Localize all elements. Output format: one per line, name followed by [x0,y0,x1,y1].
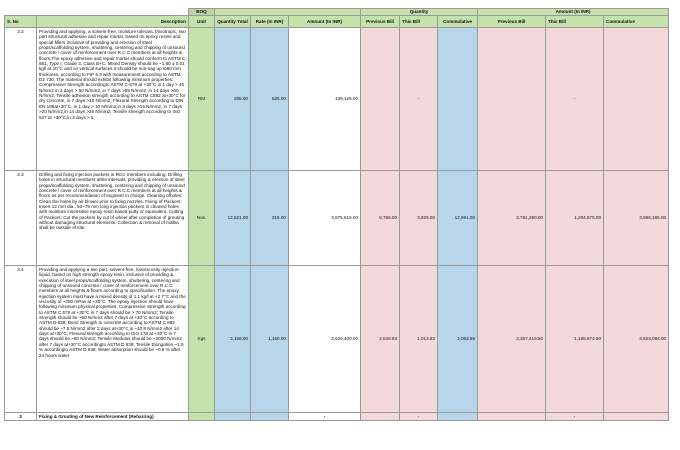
sno-cell: 2.3 [5,171,37,266]
qty-this-bill-header: This Bill [400,16,438,28]
boq-header: BOQ [189,9,215,16]
amt-this-bill-header: This Bill [546,16,604,28]
qty-previous-bill-cell: 8,766.00 [361,171,400,266]
unit-cell: Nos. [189,171,215,266]
amount-header: Amount (In INR) [289,16,361,28]
amount-group-header: Amount (In INR) [478,9,669,16]
table-row [5,28,669,171]
amt-cumulative-cell: 3,966,165.00 [604,171,669,266]
unit-cell: RM [189,28,215,171]
qty-this-bill-cell: - [400,28,438,171]
quantity-total-header: Quantity Total [215,16,251,28]
amount-cell: - [289,413,361,421]
quantity-group-header: Quantity [361,9,478,16]
quantity-total-cell: 265.00 [215,28,251,171]
qty-cumulative-cell [438,413,478,421]
description-cell: Providing and applying, a solvent-free, moisture tolerant, thixotropic, two part structural adhesive and repair mortar, based on epoxy resins and special fillers inclusive of providing and erection of steel props/scaffolding system, shuttering, centering and chipping of unsound concrete / cover of reinforcement over R.C.C members at all heights & floors.The epoxy adhesive and repair mortar should conform to ASTM C 881, Type I, Grade 3, Class B+C. Mixed Density should be ~1.80 ± 0.01 kg/l at 30°C and on vertical surfaces it should be non-sag up to60 mm thickness, according to FIP 5.3 with measurement according to ASTM D2 730. The material should exhibit following minimum properties: Compressive Strength accordingto ASTM C-579 at +30°C in 1 day > 45 N/mm2 in 3 days > 50 N/mm2, in 7 days >55 N/mm2, in 14 days >60 N/mm2; Tensile adhesion strength according to ASTM C882 at+30°C for dry concrete, in 7 days >10 N/mm2; Flexural Strength according to DIN EN 196at+30°C, in 1 day > 10 N/mm2,in 3 days >15 N/mm2, in 7 days >20 N/mm2,in 14 days >25 N/mm2; Tensile strength according to ISO 527 at +30°C,in 3 days > 5 [37,28,189,171]
qty-this-bill-cell: 3,825.00 [400,171,438,266]
description-header: Description [37,16,189,28]
qty-previous-bill-cell: 2,049.93 [361,266,400,413]
boq-header-fill [215,9,361,16]
quantity-total-cell: 12,621.00 [215,171,251,266]
amount-cell: 3,975,615.00 [289,171,361,266]
header-blank [5,9,189,16]
amt-cumulative-cell: 3,523,094.00 [604,266,669,413]
sno-cell: 2.4 [5,266,37,413]
qty-this-bill-cell: - [400,413,438,421]
description-cell: Drilling and fixing injection packers in RCC members including, Drilling holes in structural members atthe intervals, providing & erection of steel props/scaffolding system, shuttering, centering and chipping of unsound concrete / cover of reinforcement over R.C.C members at all heights & floors as per recommendation of engineer in charge. Cleaning ofholes: Clean the holes by air blower prior to fixing nozzles. Fixing of Packers: Insert 12 mm dia., 50~75 mm long injection packers in cleaned holes with moisture insensitive epoxy resin based putty or equivalent. Cutting of Packers: Cut the packers by cut of wheel after completion of grouting without damaging structural elements. Collection & removal of malba shall be outside of site. [37,171,189,266]
header-group-row [5,9,669,16]
table-row [5,413,669,421]
amt-this-bill-cell: 1,165,674.50 [546,266,604,413]
amt-previous-bill-cell: 2,357,419.50 [478,266,546,413]
qty-cumulative-header: Commulative [438,16,478,28]
amt-cumulative-cell [604,28,669,171]
qty-cumulative-cell: 12,591.00 [438,171,478,266]
rate-cell: 525.00 [251,28,289,171]
rate-header: Rate (In INR) [251,16,289,28]
qty-this-bill-cell: 1,013.63 [400,266,438,413]
amt-cumulative-cell [604,413,669,421]
amt-this-bill-cell: - [546,28,604,171]
amount-cell: 3,629,400.00 [289,266,361,413]
table-row [5,266,669,413]
rate-cell: 1,150.00 [251,266,289,413]
amt-previous-bill-cell [478,413,546,421]
table-row [5,171,669,266]
description-cell: Providing and applying a two part, solvent-free, lowviscosity injection-liquid, based on high strength epoxy resin, inclusive of providing & execution of steel props/scaffolding system, shuttering, centering and chipping of unsound concrete / cover of reinforcement over R.C.C members at all heights & floors according to specification. The epoxy injection system must have a mixed density of 1.1 kg/l at +2 7°C and the viscosity of ~250 mPas at +30°C. The epoxy injection should have following minimum physical properties: Compressive Strength according to ASTM C 579 at +30°C in 7 days should be > 70 N/mm2; Tensile Strength should be ~50 N/mm2 after 7 days at +30°C according to ASTM D 638; Bond Strength to concrete according to ASTM C 882 should be ~7.5 N/mm2 after 2 days at+30°C & ~10.8 N/mm2 after 14 days at+30°C; Flexural strength according to ISO 178 at +30°C in 7 days should be ~50 N/mm2; Tensile Modulus should be ~2000 N/mm2 after 7 days at+30°C accordingto ASTM D 638; Tensile Elongation ~1.9 % accordingto ASTM D 638; Water absorption should be ~0.6 % after 24 hours water [37,266,189,413]
amount-cell: 139,125.00 [289,28,361,171]
amt-previous-bill-header: Previous Bill [478,16,546,28]
sno-header: S. No [5,16,37,28]
boq-table [4,8,669,421]
header-row [5,16,669,28]
description-cell: Fixing & Grouting of New Reinforcement (Rebarring) [37,413,189,421]
amt-this-bill-cell: - [546,413,604,421]
amt-previous-bill-cell: 2,761,290.00 [478,171,546,266]
unit-header: Unit [189,16,215,28]
sno-cell: 2.2 [5,28,37,171]
amt-cumulative-header: Commulative [604,16,669,28]
qty-previous-bill-cell [361,28,400,171]
amt-previous-bill-cell [478,28,546,171]
qty-cumulative-cell [438,28,478,171]
sno-cell: 3 [5,413,37,421]
rate-cell: 315.00 [251,171,289,266]
unit-cell: Kgs [189,266,215,413]
qty-previous-bill-header: Previous Bill [361,16,400,28]
unit-cell [189,413,215,421]
qty-cumulative-cell: 3,063.56 [438,266,478,413]
quantity-total-cell [215,413,251,421]
quantity-total-cell: 3,156.00 [215,266,251,413]
amt-this-bill-cell: 1,204,875.00 [546,171,604,266]
qty-previous-bill-cell [361,413,400,421]
rate-cell [251,413,289,421]
